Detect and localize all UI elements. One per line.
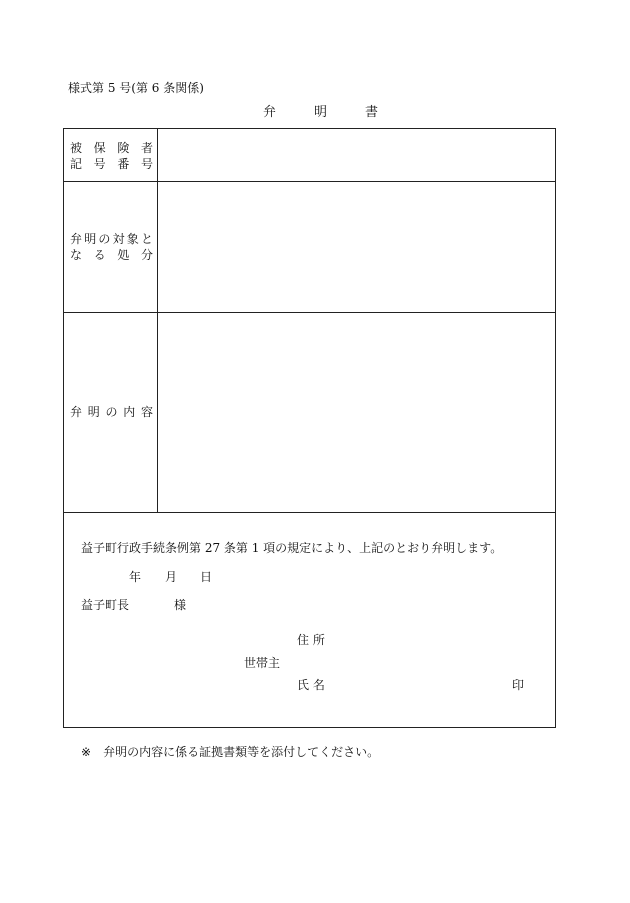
label-char: 容 (140, 405, 153, 419)
title-char: 明 (314, 105, 328, 120)
label-insured-number (64, 129, 158, 181)
address-label: 住 所 (297, 633, 325, 647)
label-char: 象 (126, 232, 139, 246)
seal-mark: 印 (512, 678, 525, 692)
label-char: 処 (117, 248, 130, 262)
label-char: 者 (140, 141, 153, 155)
note-text: 弁明の内容に係る証拠書類等を添付してください。 (103, 745, 380, 759)
label-char: 明 (87, 405, 100, 419)
label-char: 保 (93, 141, 106, 155)
note-mark: ※ (81, 745, 92, 759)
statement-content-field[interactable] (158, 313, 555, 512)
insured-number-field[interactable] (158, 129, 555, 181)
title-char: 書 (365, 105, 379, 120)
label-statement-content (64, 313, 158, 512)
date-year-label: 年 (129, 570, 142, 584)
householder-label: 世帯主 (244, 656, 281, 670)
target-disposition-field[interactable] (158, 182, 555, 312)
label-char: 分 (140, 248, 153, 262)
declaration-section (64, 513, 555, 727)
form-number: 様式第 5 号(第 6 条関係) (68, 81, 204, 95)
attachment-note (81, 743, 379, 760)
form-table (63, 128, 556, 728)
table-row-statement-content (64, 313, 555, 513)
table-row-target-disposition (64, 182, 555, 313)
label-char: の (105, 405, 118, 419)
label-char: 内 (123, 405, 136, 419)
label-char: の (98, 232, 111, 246)
label-char: 明 (84, 232, 97, 246)
label-char: 険 (117, 141, 130, 155)
label-char: 弁 (70, 232, 83, 246)
table-row-insured-number (64, 129, 555, 182)
addressee: 益子町長 (81, 598, 130, 612)
declaration-statement: 益子町行政手続条例第 27 条第 1 項の規定により、上記のとおり弁明します。 (81, 541, 503, 555)
label-target-disposition (64, 182, 158, 312)
label-char: と (140, 232, 153, 246)
title-char: 弁 (263, 105, 277, 120)
label-char: 記 (70, 157, 83, 171)
date-day-label: 日 (200, 570, 213, 584)
label-char: 被 (70, 141, 83, 155)
label-char: 号 (140, 157, 153, 171)
label-char: 対 (112, 232, 125, 246)
label-char: 番 (117, 157, 130, 171)
label-char: 号 (93, 157, 106, 171)
label-char: る (93, 248, 106, 262)
name-label: 氏 名 (297, 678, 325, 692)
document-title (263, 101, 378, 120)
label-char: 弁 (70, 405, 83, 419)
addressee-honorific: 様 (174, 598, 187, 612)
label-char: な (70, 248, 83, 262)
date-month-label: 月 (165, 570, 178, 584)
